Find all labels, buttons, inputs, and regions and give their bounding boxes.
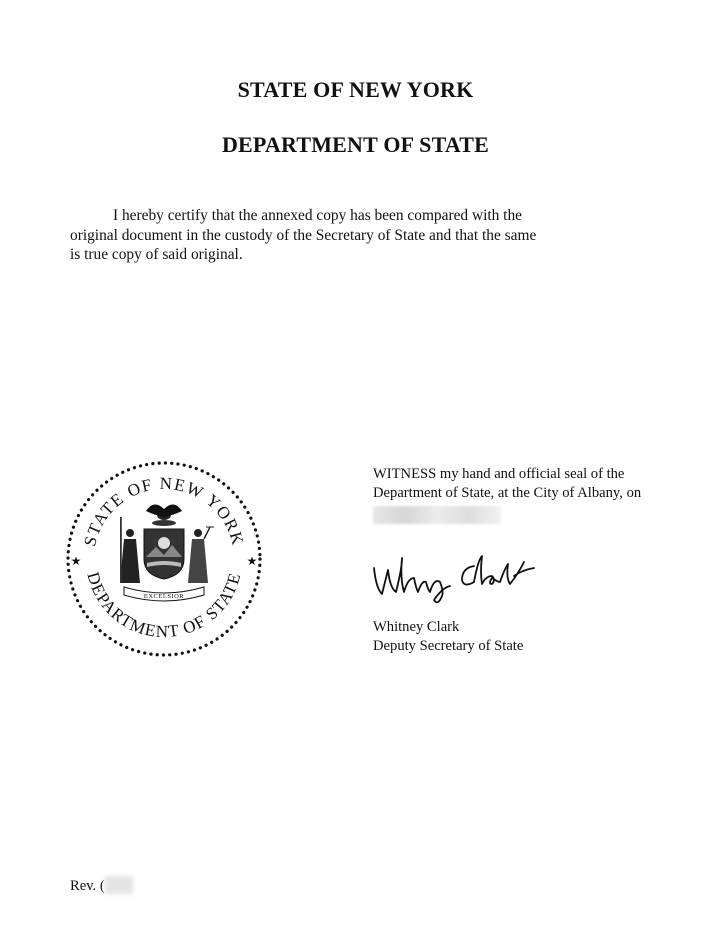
handwritten-signature xyxy=(368,548,543,610)
redacted-date xyxy=(373,506,501,524)
witness-line-1: WITNESS my hand and official seal of the xyxy=(373,466,625,482)
revision-footer xyxy=(70,876,133,895)
seal-motto: EXCELSIOR xyxy=(143,593,185,600)
department-heading: DEPARTMENT OF STATE xyxy=(221,132,490,157)
seal-star-right: ★ xyxy=(246,554,258,568)
revision-label: Rev. ( xyxy=(70,878,105,894)
signer-block xyxy=(373,618,523,656)
redacted-revision xyxy=(105,876,133,894)
sun-icon xyxy=(158,537,170,549)
signer-name: Whitney Clark xyxy=(373,619,460,635)
witness-block xyxy=(373,465,693,530)
department-of-state-seal xyxy=(64,459,264,659)
seal-top-text: STATE OF NEW YORK xyxy=(80,473,248,549)
state-heading: STATE OF NEW YORK xyxy=(237,77,474,102)
liberty-figure-icon xyxy=(120,517,140,583)
witness-line-2: Department of State, at the City of Albany, on xyxy=(373,485,642,501)
coat-of-arms xyxy=(120,504,214,601)
eagle-icon xyxy=(146,504,182,526)
certification-paragraph xyxy=(70,206,630,265)
certification-line-1: I hereby certify that the annexed copy has been compared with the xyxy=(113,207,522,224)
signer-title: Deputy Secretary of State xyxy=(373,638,524,654)
seal-bottom-text: DEPARTMENT OF STATE xyxy=(83,569,245,642)
certification-line-3: is true copy of said original. xyxy=(70,246,243,263)
seal-star-left: ★ xyxy=(70,554,82,568)
justice-figure-icon xyxy=(188,527,214,583)
certification-line-2: original document in the custody of the Secretary of State and that the same xyxy=(70,226,537,244)
